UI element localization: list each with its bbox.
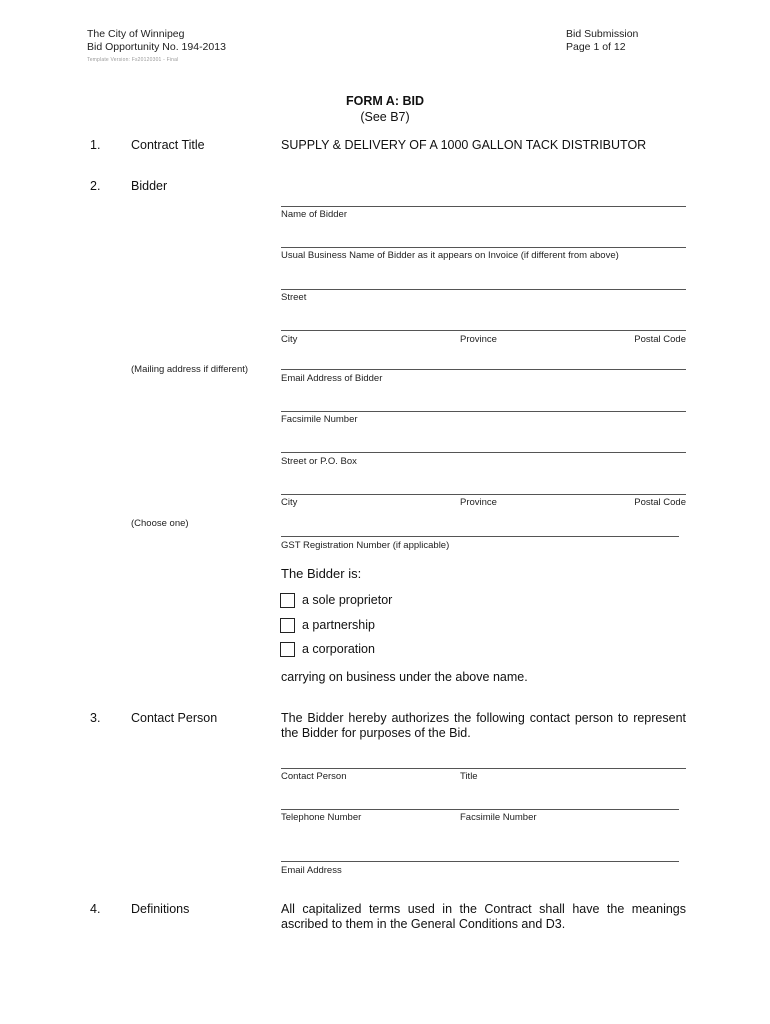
header-page-number: Page 1 of 12 (566, 41, 626, 53)
template-version: Template Version: Fs20120301 - Final (87, 57, 179, 63)
contact-person-label: Contact Person (281, 771, 347, 782)
postal-code-label: Postal Code (634, 334, 686, 345)
city-label-2: City (281, 497, 298, 508)
contact-person-text-line-1: The Bidder hereby authorizes the following contact person to represent (281, 711, 686, 725)
email-line[interactable] (281, 369, 686, 370)
city-province-postal-line-2[interactable] (281, 494, 686, 495)
sole-proprietor-label: a sole proprietor (302, 593, 393, 607)
form-subtitle: (See B7) (360, 110, 410, 124)
name-of-bidder-label: Name of Bidder (281, 209, 348, 220)
corporation-label: a corporation (302, 642, 375, 656)
section-2-label: Bidder (131, 179, 168, 193)
definitions-text-line-2: ascribed to them in the General Conditions and D3. (281, 917, 566, 931)
definitions-text-line-1: All capitalized terms used in the Contract shall have the meanings (281, 902, 686, 916)
contact-email-line[interactable] (281, 861, 679, 862)
form-title: FORM A: BID (346, 94, 424, 108)
province-label: Province (460, 334, 497, 345)
street-label: Street (281, 292, 307, 303)
gst-line[interactable] (281, 536, 679, 537)
street-line[interactable] (281, 289, 686, 290)
title-label: Title (460, 771, 478, 782)
mailing-address-note: (Mailing address if different) (131, 364, 249, 375)
section-1-number: 1. (90, 138, 101, 152)
partnership-label: a partnership (302, 618, 375, 632)
fax-label: Facsimile Number (281, 414, 358, 425)
usual-business-name-label: Usual Business Name of Bidder as it appears on Invoice (if different from above) (281, 250, 619, 261)
corporation-checkbox[interactable] (280, 642, 295, 657)
bidder-is-label: The Bidder is: (281, 566, 362, 581)
section-4-label: Definitions (131, 902, 190, 916)
postal-code-label-2: Postal Code (634, 497, 686, 508)
header-org: The City of Winnipeg (87, 28, 185, 40)
contact-person-text-line-2: the Bidder for purposes of the Bid. (281, 726, 471, 740)
city-province-postal-line[interactable] (281, 330, 686, 331)
name-of-bidder-line[interactable] (281, 206, 686, 207)
section-1-label: Contract Title (131, 138, 205, 152)
sole-proprietor-checkbox[interactable] (280, 593, 295, 608)
province-label-2: Province (460, 497, 497, 508)
usual-business-name-line[interactable] (281, 247, 686, 248)
section-2-number: 2. (90, 179, 101, 193)
street-po-box-line[interactable] (281, 452, 686, 453)
telephone-label: Telephone Number (281, 812, 362, 823)
contract-title-value: SUPPLY & DELIVERY OF A 1000 GALLON TACK DISTRIBUTOR (281, 138, 647, 152)
city-label: City (281, 334, 298, 345)
choose-one-note: (Choose one) (131, 518, 189, 529)
header-bid-opportunity: Bid Opportunity No. 194-2013 (87, 41, 226, 53)
contact-fax-label: Facsimile Number (460, 812, 537, 823)
street-po-box-label: Street or P.O. Box (281, 456, 357, 467)
header-doc-type: Bid Submission (566, 28, 639, 40)
telephone-fax-line[interactable] (281, 809, 679, 810)
carrying-on-text: carrying on business under the above name. (281, 670, 528, 684)
email-label: Email Address of Bidder (281, 373, 383, 384)
section-3-number: 3. (90, 711, 101, 725)
fax-line[interactable] (281, 411, 686, 412)
partnership-checkbox[interactable] (280, 618, 295, 633)
section-4-number: 4. (90, 902, 101, 916)
contact-person-line[interactable] (281, 768, 686, 769)
section-3-label: Contact Person (131, 711, 218, 725)
gst-label: GST Registration Number (if applicable) (281, 540, 450, 551)
contact-email-label: Email Address (281, 865, 342, 876)
